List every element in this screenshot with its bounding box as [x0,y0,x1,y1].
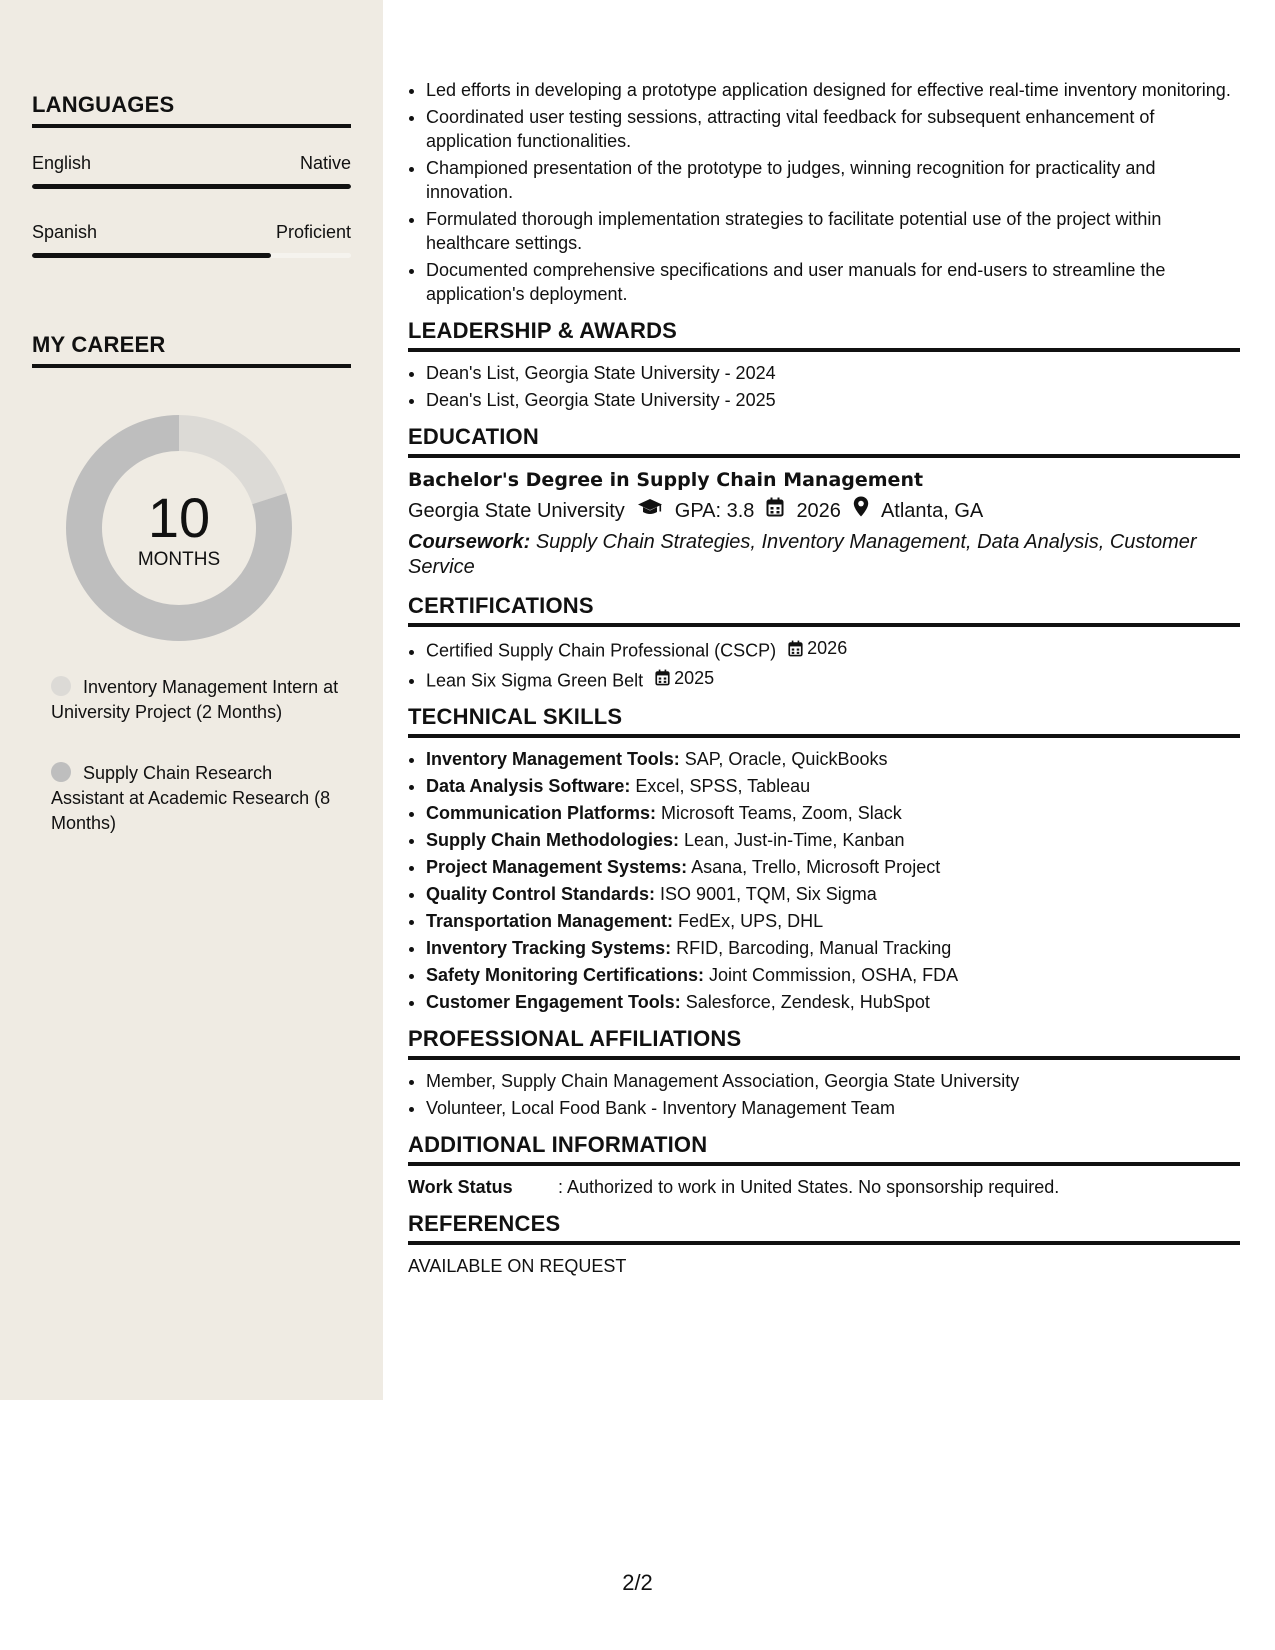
legend-dot [51,676,71,696]
certification-name: Lean Six Sigma Green Belt [426,670,644,690]
skill-label: Quality Control Standards: [426,884,656,904]
skill-value: Microsoft Teams, Zoom, Slack [661,803,902,823]
skill-item [426,828,1240,852]
career-item-label: Inventory Management Intern at University Project (2 Months) [51,677,339,722]
school-name: Georgia State University [408,499,625,522]
skill-label: Inventory Tracking Systems: [426,938,672,958]
coursework-list: Supply Chain Strategies, Inventory Management, Data Analysis, Customer Service [408,531,1197,578]
career-item-label: Supply Chain Research Assistant at Academic Research (8 Months) [51,763,331,833]
certification-year: 2026 [807,638,848,658]
calendar-icon [788,640,803,657]
graduation-cap-icon [637,497,663,525]
skill-value: Salesforce, Zendesk, HubSpot [685,992,930,1012]
skill-item [426,774,1240,798]
graduation-year: 2026 [796,499,841,522]
certification-year: 2025 [674,667,715,688]
references-text: AVAILABLE ON REQUEST [408,1256,627,1276]
references-heading: REFERENCES [408,1211,1240,1245]
skill-value: Asana, Trello, Microsoft Project [691,857,941,877]
language-name: Spanish [32,222,98,242]
calendar-icon [655,669,670,686]
experience-bullet: • Led efforts in developing a prototype application designed for effective real-time inventory monitoring. [426,78,1240,102]
skill-label: Supply Chain Methodologies: [426,830,679,850]
certification-name: Certified Supply Chain Professional (CSCP) [426,640,777,661]
skill-item [426,801,1240,825]
leadership-item: • Dean's List, Georgia State University - 2024 [426,361,1240,385]
languages-heading: LANGUAGES [32,92,351,128]
experience-bullet-list [408,78,1240,306]
skill-label: Inventory Management Tools: [426,749,680,769]
language-bar-english [32,184,351,189]
language-name: English [32,153,92,173]
school-location: Atlanta, GA [880,499,984,522]
skill-item [426,747,1240,771]
certification-item [426,666,1240,693]
skill-label: Customer Engagement Tools: [426,992,681,1012]
certifications-heading: CERTIFICATIONS [408,593,1240,627]
skill-value: FedEx, UPS, DHL [678,911,824,931]
skill-value: Joint Commission, OSHA, FDA [709,965,959,985]
main-content [408,78,1240,1278]
skill-label: Safety Monitoring Certifications: [426,965,705,985]
language-bar-fill [32,253,271,258]
degree-title: Bachelor's Degree in Supply Chain Management [408,469,924,491]
technical-skills-heading: TECHNICAL SKILLS [408,704,1240,738]
education-meta [408,496,1240,525]
work-status-label: Work Status [408,1177,513,1197]
career-legend-item [51,761,341,836]
affiliation-item: • Member, Supply Chain Management Association, Georgia State University [426,1069,1240,1093]
legend-dot [51,762,71,782]
experience-bullet: • Documented comprehensive specifications and user manuals for end-users to streamline the application's deployment. [426,258,1240,306]
skill-value: Lean, Just-in-Time, Kanban [684,830,905,850]
skill-item [426,855,1240,879]
skill-item [426,882,1240,906]
language-row-spanish [32,222,351,243]
career-legend-item [51,675,341,725]
skill-item [426,909,1240,933]
leadership-list [408,361,1240,412]
leadership-item: • Dean's List, Georgia State University - 2025 [426,388,1240,412]
affiliations-list [408,1069,1240,1120]
leadership-heading: LEADERSHIP & AWARDS [408,318,1240,352]
language-bar-fill [32,184,351,189]
career-heading: MY CAREER [32,332,351,368]
career-total-value: 10 [147,486,211,549]
work-status-value: : Authorized to work in United States. No sponsorship required. [558,1177,1060,1197]
career-total-unit: MONTHS [137,549,221,570]
skill-value: RFID, Barcoding, Manual Tracking [676,938,952,958]
coursework [408,530,1240,580]
education-heading: EDUCATION [408,424,1240,458]
page-number: 2/2 [622,1570,653,1595]
sidebar [0,0,383,1400]
skill-value: Excel, SPSS, Tableau [635,776,811,796]
skill-value: SAP, Oracle, QuickBooks [684,749,888,769]
skill-label: Data Analysis Software: [426,776,631,796]
certification-item [426,636,1240,663]
skill-item [426,936,1240,960]
gpa: GPA: 3.8 [674,499,755,522]
language-level: Proficient [275,222,351,242]
additional-info-heading: ADDITIONAL INFORMATION [408,1132,1240,1166]
skill-item [426,990,1240,1014]
certifications-list [408,636,1240,692]
technical-skills-list [408,747,1240,1014]
language-row-english [32,153,351,174]
experience-bullet: • Championed presentation of the prototype to judges, winning recognition for practicality and innovation. [426,156,1240,204]
skill-label: Project Management Systems: [426,857,688,877]
skill-label: Communication Platforms: [426,803,657,823]
affiliations-heading: PROFESSIONAL AFFILIATIONS [408,1026,1240,1060]
map-pin-icon [853,496,869,525]
skill-label: Transportation Management: [426,911,674,931]
coursework-label: Coursework: [408,531,531,553]
calendar-icon [766,497,784,525]
language-bar-spanish [32,253,351,258]
affiliation-item: • Volunteer, Local Food Bank - Inventory Management Team [426,1096,1240,1120]
language-level: Native [299,153,351,173]
experience-bullet: • Formulated thorough implementation strategies to facilitate potential use of the project within healthcare settings. [426,207,1240,255]
skill-item [426,963,1240,987]
work-status-row [408,1175,1240,1199]
experience-bullet: • Coordinated user testing sessions, attracting vital feedback for subsequent enhancement of application functionalities. [426,105,1240,153]
skill-value: ISO 9001, TQM, Six Sigma [660,884,877,904]
